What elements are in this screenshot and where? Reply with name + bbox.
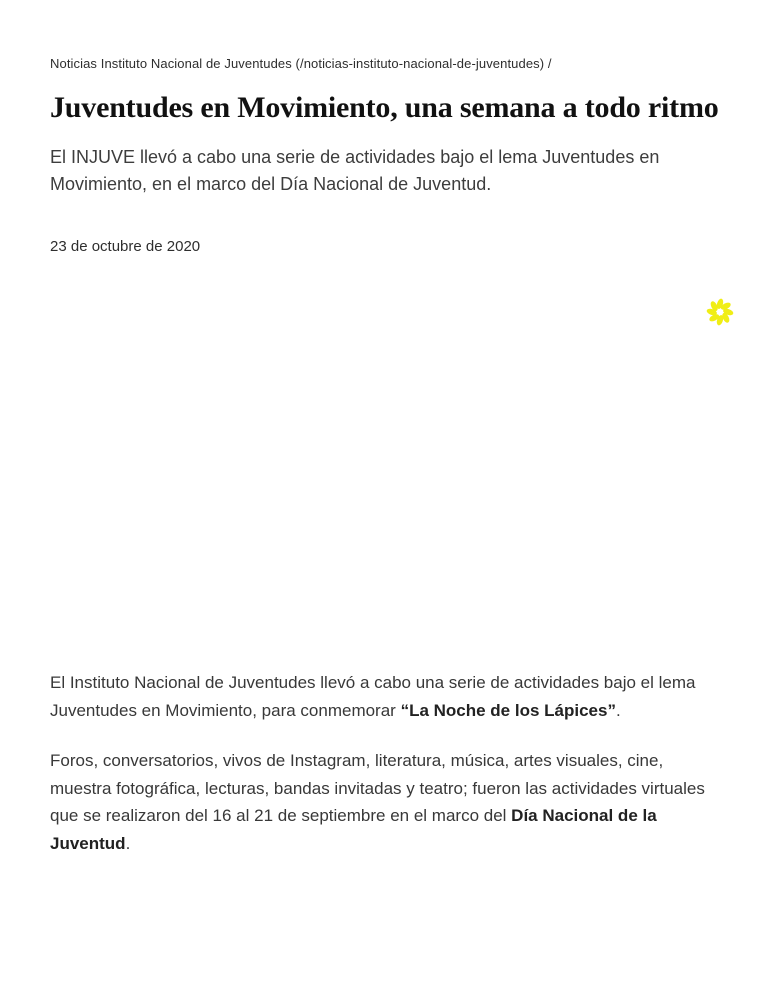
paragraph: [50, 747, 726, 857]
article-body: [50, 669, 726, 857]
paragraph: [50, 669, 726, 724]
article-subtitle: El INJUVE llevó a cabo una serie de actividades bajo el lema Juventudes en Movimiento, en el marco del Día Nacional de Juventud.: [50, 147, 660, 194]
text-segment: .: [125, 833, 131, 853]
breadcrumb-link[interactable]: Noticias Instituto Nacional de Juventudes (/noticias-instituto-nacional-de-juventudes): [50, 56, 545, 71]
bold-text-segment: Día Nacional de la Juventud: [50, 806, 657, 853]
text-segment: El Instituto Nacional de Juventudes llevó a cabo una serie de actividades bajo el lema Juventudes en Movimiento, para conmemorar: [50, 673, 696, 720]
loading-spinner-icon: [705, 297, 735, 327]
article-date: 23 de octubre de 2020: [50, 238, 201, 255]
breadcrumb-separator: /: [544, 56, 552, 71]
image-placeholder: [50, 274, 726, 669]
text-segment: .: [615, 700, 621, 720]
breadcrumb: [50, 55, 726, 73]
text-segment: Foros, conversatorios, vivos de Instagram, literatura, música, artes visuales, cine, muestra fotográfica, lecturas, bandas invitadas y teatro; fueron las actividades virtuales que se realizaron del 16 al 21 de septiembre en el marco del: [50, 751, 705, 825]
bold-text-segment: “La Noche de los Lápices”: [400, 700, 616, 720]
page-title: Juventudes en Movimiento, una semana a todo ritmo: [50, 91, 719, 124]
